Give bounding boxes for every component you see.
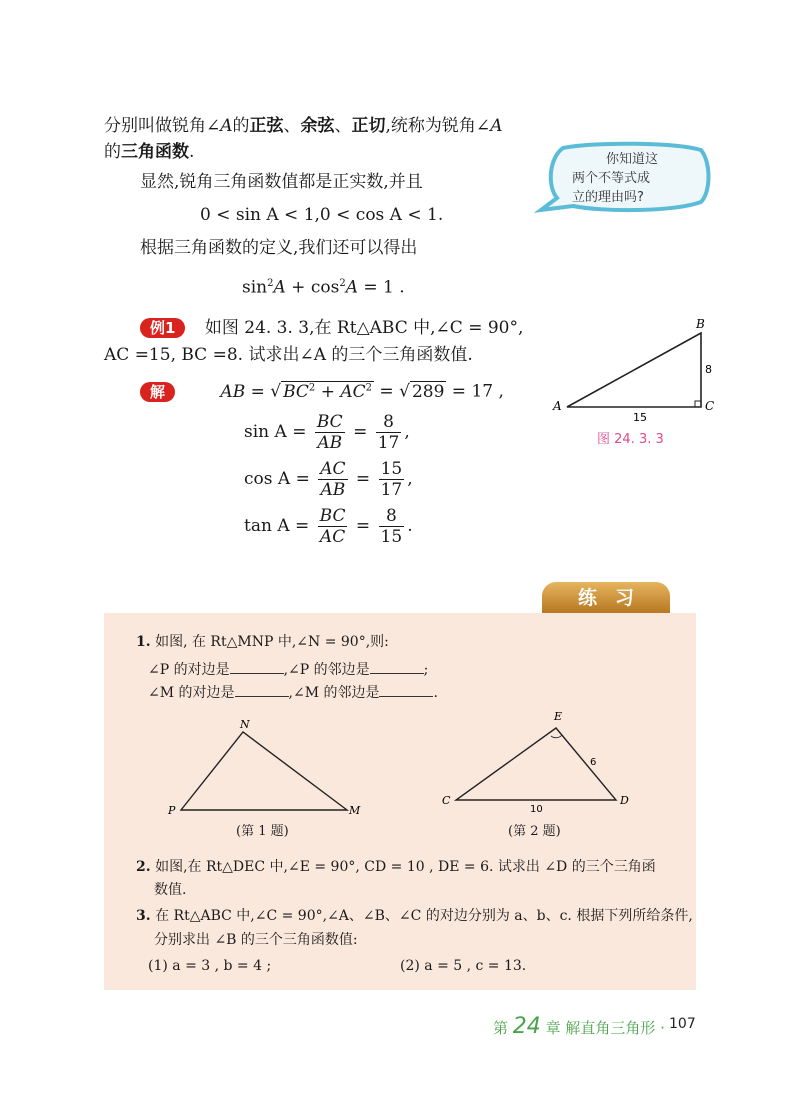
sin-formula: sin A = $\frac{BC}{AB}$ = $\frac{8}{17}$ , bbox=[244, 412, 410, 453]
answer-blank[interactable] bbox=[230, 659, 284, 674]
figure-q2 bbox=[438, 708, 638, 812]
identity-formula: $\sin^2A + \cos^2A = 1$ . bbox=[242, 277, 405, 298]
example-badge: 例1 bbox=[140, 318, 185, 338]
example-1-line-2: AC =15, BC =8. 试求出∠A 的三个三角函数值. bbox=[104, 345, 473, 365]
triangle-abc bbox=[567, 333, 701, 407]
vertex-e: E bbox=[554, 710, 563, 723]
question-1: 1. 如图, 在 Rt△MNP 中,∠N = 90°,则: bbox=[136, 634, 389, 650]
right-angle-mark-e bbox=[551, 735, 562, 738]
derive-text: 根据三角函数的定义,我们还可以得出 bbox=[140, 238, 418, 258]
solution-ab: 解 AB = √ $BC^2 + AC^2$ = √ 289 = 17 , bbox=[140, 376, 504, 404]
practice-tab: 练习 bbox=[542, 582, 670, 614]
question-3-part-2: (2) a = 5 , c = 13. bbox=[400, 958, 527, 974]
right-angle-mark bbox=[695, 401, 701, 407]
vertex-c: C bbox=[705, 399, 715, 413]
question-2: 2. 如图,在 Rt△DEC 中,∠E = 90°, CD = 10 , DE = 6. 试求出 ∠D 的三个三角函 bbox=[136, 859, 656, 875]
callout-text: 你知道这 两个不等式成 立的理由吗? bbox=[572, 152, 659, 205]
question-1-line-2: ∠P 的对边是 ,∠P 的邻边是 ; bbox=[148, 659, 428, 680]
intro-line-1: 分别叫做锐角∠A的正弦、余弦、正切,统称为锐角∠A bbox=[104, 116, 503, 136]
tan-formula: tan A = $\frac{BC}{AC}$ = $\frac{8}{15}$ . bbox=[244, 506, 413, 547]
vertex-n: N bbox=[240, 718, 250, 731]
chapter-footer: 第 24 章 解直角三角形 · bbox=[493, 1014, 665, 1039]
figure-24-3-3 bbox=[545, 315, 725, 425]
page-number: 107 bbox=[669, 1016, 696, 1032]
inequality-formula: 0 < sin A < 1,0 < cos A < 1. bbox=[200, 205, 444, 225]
solution-badge: 解 bbox=[140, 382, 175, 402]
caption-q2: (第 2 题) bbox=[508, 824, 561, 839]
question-3: 3. 在 Rt△ABC 中,∠C = 90°,∠A、∠B、∠C 的对边分别为 a、b、c. 根据下列所给条件, bbox=[136, 908, 693, 924]
example-1-line-1: 例1 如图 24. 3. 3,在 Rt△ABC 中,∠C = 90°, bbox=[140, 316, 523, 340]
vertex-b: B bbox=[696, 317, 705, 331]
vertex-p: P bbox=[168, 804, 176, 816]
side-ac-label: 15 bbox=[633, 411, 647, 424]
vertex-a: A bbox=[553, 399, 562, 413]
side-bc-label: 8 bbox=[705, 363, 712, 376]
cos-formula: cos A = $\frac{AC}{AB}$ = $\frac{15}{17}$ , bbox=[244, 459, 413, 500]
caption-q1: (第 1 题) bbox=[236, 824, 289, 839]
answer-blank[interactable] bbox=[235, 682, 289, 697]
vertex-d: D bbox=[620, 794, 629, 807]
figure-q1 bbox=[165, 716, 365, 816]
answer-blank[interactable] bbox=[370, 659, 424, 674]
intro-line-2: 的三角函数. bbox=[104, 142, 195, 162]
question-1-line-3: ∠M 的对边是 ,∠M 的邻边是 . bbox=[148, 682, 438, 703]
vertex-c: C bbox=[442, 794, 451, 807]
side-ed-label: 6 bbox=[590, 757, 597, 768]
figure-caption: 图 24. 3. 3 bbox=[597, 432, 664, 447]
question-2-line-2: 数值. bbox=[154, 882, 187, 898]
triangle-mnp bbox=[181, 732, 347, 810]
answer-blank[interactable] bbox=[379, 682, 433, 697]
vertex-m: M bbox=[349, 804, 361, 816]
side-cd-label: 10 bbox=[530, 804, 543, 812]
question-3-line-2: 分别求出 ∠B 的三个三角函数值: bbox=[154, 932, 358, 948]
question-3-part-1: (1) a = 3 , b = 4 ; bbox=[148, 958, 272, 974]
obvious-text: 显然,锐角三角函数值都是正实数,并且 bbox=[140, 172, 423, 192]
